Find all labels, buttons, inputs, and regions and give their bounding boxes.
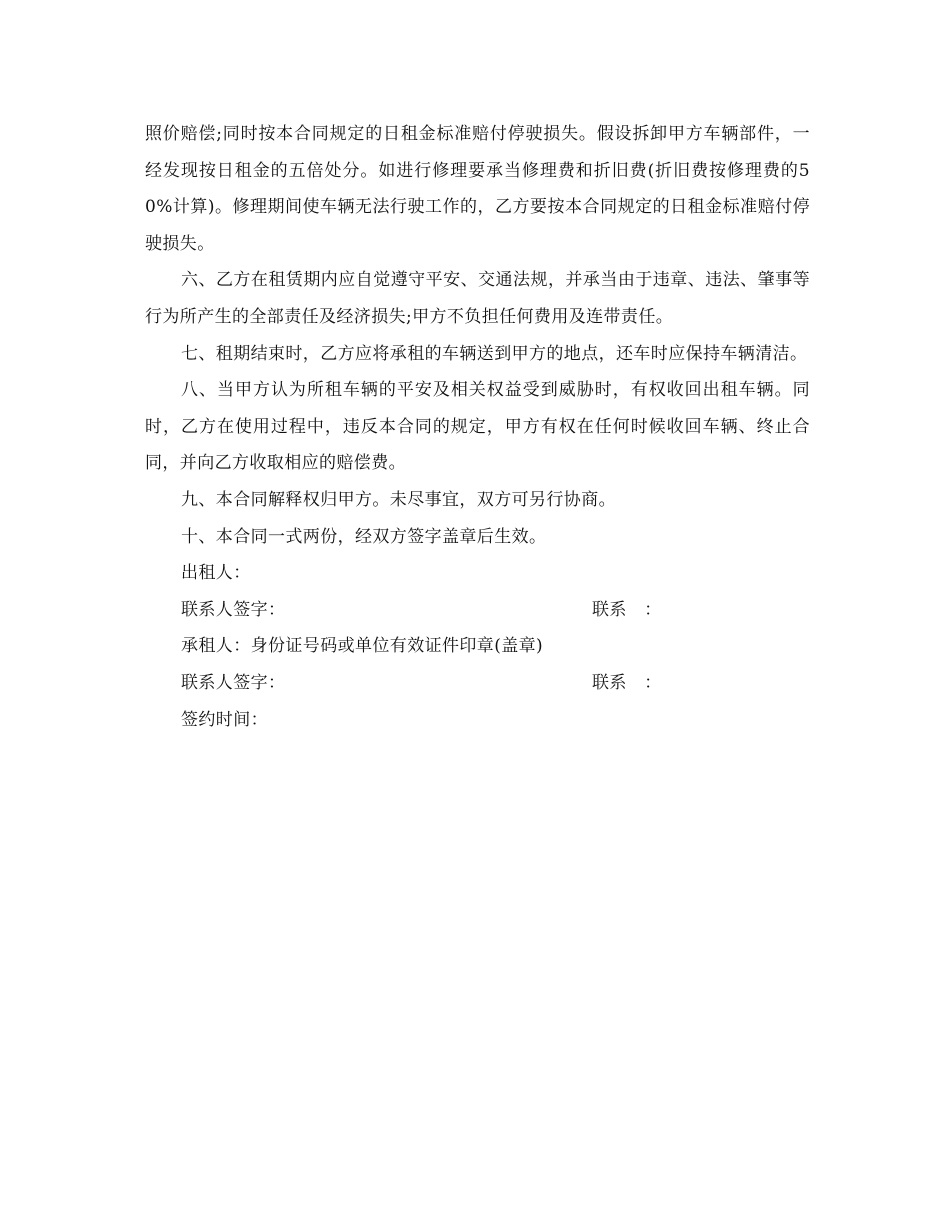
- lessee-label: 承租人：身份证号码或单位有效证件印章(盖章): [181, 636, 544, 657]
- lessee-contact-phone-label: 联系 ：: [592, 672, 662, 693]
- lessee-contact-sign-label: 联系人签字：: [181, 672, 286, 693]
- clause-six: 六、乙方在租赁期内应自觉遵守平安、交通法规，并承当由于违章、违法、肇事等行为所产生的全部责任及经济损失;甲方不负担任何费用及连带责任。: [145, 270, 810, 327]
- clause-seven: 七、租期结束时，乙方应将承租的车辆送到甲方的地点，还车时应保持车辆清洁。: [181, 343, 808, 364]
- contract-body: [145, 116, 810, 738]
- lessor-contact-phone-label: 联系 ：: [592, 599, 662, 620]
- clause-ten: 十、本合同一式两份，经双方签字盖章后生效。: [181, 526, 547, 547]
- lessor-label: 出租人：: [181, 563, 251, 584]
- sign-date-label: 签约时间：: [181, 709, 268, 730]
- lessor-contact-sign-label: 联系人签字：: [181, 599, 286, 620]
- lessor-contact-row: [145, 592, 810, 629]
- lessee-contact-row: [145, 665, 810, 702]
- paragraph-continuation: 照价赔偿;同时按本合同规定的日租金标准赔付停驶损失。假设拆卸甲方车辆部件，一经发现按日租金的五倍处分。如进行修理要承当修理费和折旧费(折旧费按修理费的50%计算)。修理期间使车辆无法行驶工作的，乙方要按本合同规定的日租金标准赔付停驶损失。: [145, 124, 810, 254]
- clause-eight: 八、当甲方认为所租车辆的平安及相关权益受到威胁时，有权收回出租车辆。同时，乙方在使用过程中，违反本合同的规定，甲方有权在任何时候收回车辆、终止合同，并向乙方收取相应的赔偿费。: [145, 380, 810, 474]
- clause-nine: 九、本合同解释权归甲方。未尽事宜，双方可另行协商。: [181, 489, 616, 510]
